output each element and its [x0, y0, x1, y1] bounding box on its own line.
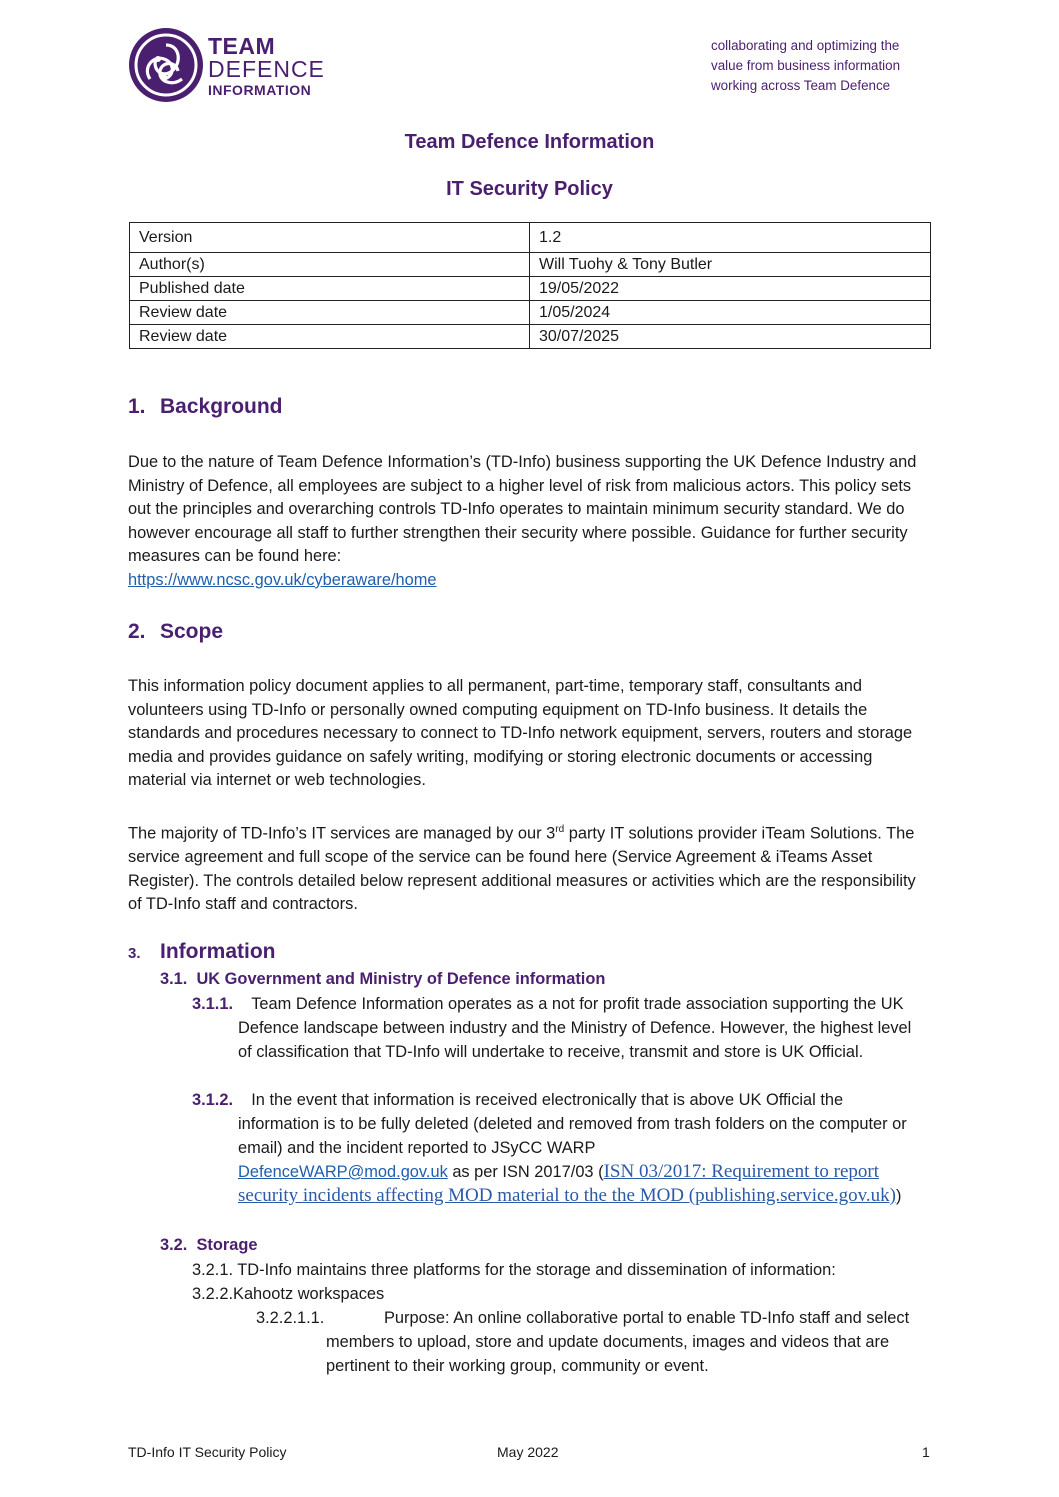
section-heading-information [128, 940, 276, 964]
footer-date: May 2022 [497, 1444, 559, 1460]
section-number: 3. [128, 945, 141, 962]
header-tagline [711, 36, 951, 96]
subsection-heading-3-2 [160, 1236, 257, 1255]
ncsc-cyberaware-link[interactable]: https://www.ncsc.gov.uk/cyberaware/home [128, 570, 437, 589]
tagline-line: collaborating and optimizing the [711, 38, 900, 53]
isn-03-2017-link[interactable]: ISN 03/2017: Requirement to report security incidents affecting MOD material to the the MOD (publishing.service.gov.uk) [238, 1161, 896, 1206]
table-value: Will Tuohy & Tony Butler [530, 253, 931, 277]
document-metadata-table [129, 222, 931, 349]
defence-warp-email-link[interactable]: DefenceWARP@mod.gov.uk [238, 1163, 448, 1181]
item-3-2-2-1-1 [256, 1306, 928, 1378]
document-title: IT Security Policy [446, 178, 613, 200]
item-text: Purpose: An online collaborative portal to enable TD-Info staff and select members to upload, store and update documents, images and videos that are pertinent to their working group, community or event. [326, 1309, 910, 1375]
item-number: 3.2.2.1.1. [256, 1309, 325, 1327]
subsection-title: Storage [196, 1236, 258, 1254]
table-row [130, 277, 931, 301]
scope-paragraph-2 [128, 818, 928, 917]
table-key: Author(s) [130, 253, 530, 277]
table-row [130, 253, 931, 277]
background-paragraph [128, 451, 928, 593]
triquetra-logo-icon [128, 27, 204, 103]
team-defence-logo [128, 27, 325, 105]
background-text: Due to the nature of Team Defence Information’s (TD-Info) business supporting the UK Defence Industry and Ministry of Defence, all employees are subject to a higher level of risk from malicious actors. This policy sets out the principles and overarching controls TD-Info operates to maintain minimum security standard. We do however encourage all staff to further strengthen their security where possible. Guidance for further security measures can be found here: [128, 453, 917, 566]
item-text: ) [895, 1187, 902, 1205]
logo-line-2: DEFENCE [208, 56, 325, 82]
item-text: In the event that information is received electronically that is above UK Official the information is to be fully deleted (deleted and removed from trash folders on the computer or email) and the incident reported to JSyCC WARP [238, 1091, 907, 1157]
footer-page-number: 1 [922, 1444, 930, 1460]
table-key: Review date [130, 301, 530, 325]
item-3-2-1: 3.2.1. TD-Info maintains three platforms for the storage and dissemination of information: [192, 1261, 836, 1279]
item-3-2-2: 3.2.2.Kahootz workspaces [192, 1285, 385, 1303]
table-row [130, 223, 931, 253]
section-title: Scope [160, 620, 224, 643]
logo-line-3: INFORMATION [208, 82, 312, 98]
item-3-1-2 [192, 1088, 922, 1208]
footer-document-name: TD-Info IT Security Policy [128, 1444, 287, 1460]
table-value: 19/05/2022 [530, 277, 931, 301]
section-heading-background [128, 395, 283, 419]
subsection-heading-3-1 [160, 970, 605, 989]
scope-text: The majority of TD-Info’s IT services are managed by our 3 [128, 824, 556, 843]
table-row [130, 301, 931, 325]
section-number: 2. [128, 620, 146, 643]
section-number: 1. [128, 395, 146, 418]
item-3-1-1 [192, 992, 922, 1064]
subsection-title: UK Government and Ministry of Defence information [196, 970, 606, 988]
item-text: Team Defence Information operates as a not for profit trade association supporting the UK Defence landscape between industry and the Ministry of Defence. However, the highest level of classification that TD-Info will undertake to receive, transmit and store is UK Official. [238, 995, 912, 1061]
section-title: Information [160, 940, 276, 963]
tagline-line: working across Team Defence [711, 78, 891, 93]
table-value: 1.2 [530, 223, 931, 253]
item-text: as per ISN 2017/03 ( [447, 1163, 604, 1181]
scope-text: party IT solutions provider iTeam Solutions. The service agreement and full scope of the service can be found here (Service Agreement & iTeams Asset Register). The controls detailed below represent additional measures or activities which are the responsibility of TD-Info staff and contractors. [128, 824, 916, 914]
section-heading-scope [128, 620, 223, 644]
document-org-title: Team Defence Information [404, 131, 655, 153]
item-number: 3.1.2. [192, 1091, 234, 1109]
table-key: Published date [130, 277, 530, 301]
subsection-number: 3.1. [160, 970, 188, 988]
superscript-ordinal: rd [555, 824, 565, 835]
table-value: 1/05/2024 [530, 301, 931, 325]
table-key: Review date [130, 325, 530, 349]
logo-line-1: TEAM [208, 33, 276, 59]
section-title: Background [160, 395, 283, 418]
scope-paragraph-1: This information policy document applies to all permanent, part-time, temporary staff, consultants and volunteers using TD-Info or personally owned computing equipment on TD-Info business. It details the standards and procedures necessary to connect to TD-Info network equipment, servers, routers and storage media and provides guidance on safely writing, modifying or storing electronic documents or accessing material via internet or web technologies. [128, 677, 913, 790]
item-number: 3.1.1. [192, 995, 234, 1013]
table-key: Version [130, 223, 530, 253]
tagline-line: value from business information [711, 58, 901, 73]
logo-wordmark [208, 35, 325, 97]
subsection-number: 3.2. [160, 1236, 188, 1254]
table-value: 30/07/2025 [530, 325, 931, 349]
table-row [130, 325, 931, 349]
